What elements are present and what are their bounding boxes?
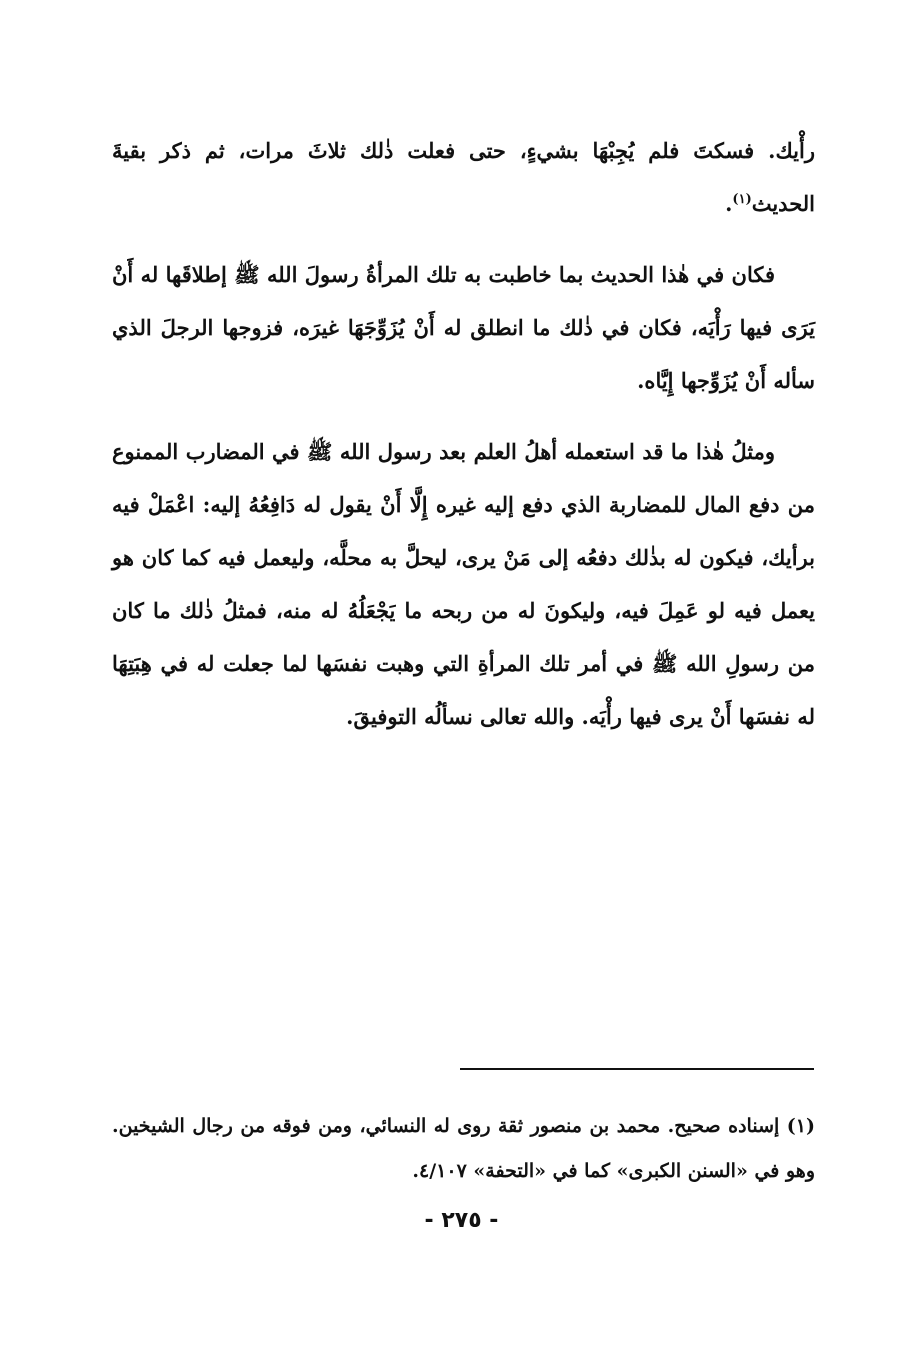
footnote-1: (١) إسناده صحيح. محمد بن منصور ثقة روى له النسائي، ومن فوقه من رجال الشيخين. وهو في «السنن الكبرى» كما في «التحفة» ٤/١٠٧. bbox=[112, 1115, 815, 1182]
footnote-reference[interactable]: (١) bbox=[732, 192, 752, 207]
paragraph-1 bbox=[112, 124, 815, 230]
paragraph-3: ومثلُ هٰذا ما قد استعمله أهلُ العلم بعد رسول الله ﷺ في المضارب الممنوع من دفع المال للمضاربة الذي دفع إليه غيره إِلَّا أَنْ يقول له دَافِعُهُ إليه: اعْمَلْ فيه برأيك، فيكون له بذٰلك دفعُه إلى مَنْ يرى، ليحلَّ به محلَّه، وليعمل فيه كما كان هو يعمل فيه لو عَمِلَ فيه، وليكونَ له من ربحه ما يَجْعَلُهُ له منه، فمثلُ ذٰلك ما كان من رسولِ الله ﷺ في أمر تلك المرأةِ التي وهبت نفسَها لما جعلت له في هِبَتِهَا له نفسَها أَنْ يرى فيها رأْيَه. والله تعالى نسألُه التوفيقَ. bbox=[112, 439, 815, 729]
footnote-divider bbox=[460, 1068, 814, 1070]
footnotes-section bbox=[112, 1104, 815, 1194]
paragraph-2: فكان في هٰذا الحديث بما خاطبت به تلك المرأةُ رسولَ الله ﷺ إطلاقَها له أَنْ يَرَى فيها رَأْيَه، فكان في ذٰلك ما انطلق له أَنْ يُزَوِّجَهَا غيرَه، فزوجها الرجلَ الذي سأله أَنْ يُزَوِّجها إِيَّاه. bbox=[112, 262, 815, 393]
page-number: - ٢٧٥ - bbox=[424, 1208, 499, 1233]
main-text bbox=[112, 124, 815, 761]
paragraph-1-end: . bbox=[725, 191, 733, 216]
paragraph-1-text: رأْيك. فسكتَ فلم يُجِبْهَا بشيءٍ، حتى فعلت ذٰلك ثلاثَ مرات، ثم ذكر بقيةَ الحديث bbox=[112, 138, 815, 216]
